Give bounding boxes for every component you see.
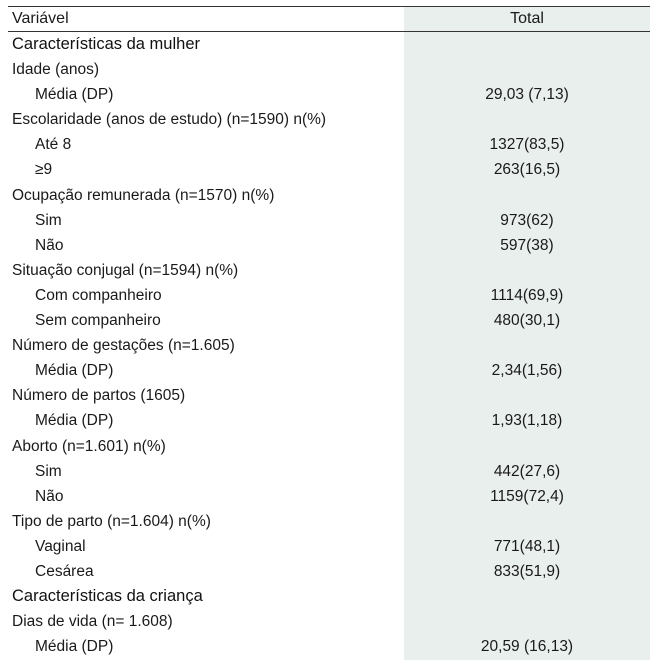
row-label: Número de gestações (n=1.605) [12,337,235,355]
row-value: 1159(72,4) [490,487,564,505]
section-row [0,32,650,57]
table-row [0,509,650,534]
row-label: Situação conjugal (n=1594) n(%) [12,261,239,279]
table-row [0,233,650,258]
table-row [0,609,650,634]
row-label: Vaginal [35,537,86,555]
row-value: 973(62) [500,211,554,229]
section-label: Características da criança [12,587,203,606]
row-value: 1,93(1,18) [491,412,563,430]
row-value: 597(38) [500,236,554,254]
table-row [0,534,650,559]
row-value: 442(27,6) [493,462,561,480]
row-label: Número de partos (1605) [12,387,186,405]
section-row [0,584,650,609]
row-label: Média (DP) [35,362,114,380]
row-value: 833(51,9) [493,562,561,580]
row-label: Sim [35,462,62,480]
section-label: Características da mulher [12,35,200,53]
row-label: Escolaridade (anos de estudo) (n=1590) n(%) [12,111,327,129]
row-label: Cesárea [35,562,94,580]
row-label: Sem companheiro [35,312,161,330]
row-label: ≥9 [35,161,53,179]
row-value: 771(48,1) [493,537,561,555]
row-value: 1114(69,9) [490,286,564,304]
table-body [0,32,650,659]
table-header [0,7,650,31]
row-label: Tipo de parto (n=1.604) n(%) [12,512,211,530]
row-value: 1327(83,5) [489,136,565,154]
table-row [0,408,650,433]
table-row [0,459,650,484]
table-row [0,333,650,358]
table-row [0,183,650,208]
row-label: Sim [35,211,62,229]
table-row [0,308,650,333]
row-label: Idade (anos) [12,61,100,79]
table-row [0,132,650,157]
row-value: 2,34(1,56) [491,362,563,380]
table-row [0,208,650,233]
row-label: Média (DP) [35,86,114,104]
row-value: 20,59 (16,13) [480,638,574,656]
table-row [0,57,650,82]
row-label: Dias de vida (n= 1.608) [12,613,173,631]
row-value: 29,03 (7,13) [485,86,569,104]
table-row [0,434,650,459]
table-row [0,383,650,408]
table-row [0,157,650,182]
row-value: 263(16,5) [493,161,561,179]
row-label: Média (DP) [35,412,114,430]
header-variable: Variável [12,10,69,27]
row-label: Não [35,236,64,254]
row-label: Aborto (n=1.601) n(%) [12,437,166,455]
row-label: Média (DP) [35,638,114,656]
row-label: Até 8 [35,136,72,154]
row-value: 480(30,1) [493,312,561,330]
table-row [0,358,650,383]
table-row [0,484,650,509]
row-label: Com companheiro [35,286,162,304]
table-row [0,283,650,308]
table-row [0,559,650,584]
row-label: Não [35,487,64,505]
table-row [0,634,650,659]
header-total: Total [510,10,544,27]
table-row [0,258,650,283]
table-row [0,107,650,132]
table-row [0,82,650,107]
row-label: Ocupação remunerada (n=1570) n(%) [12,186,275,204]
